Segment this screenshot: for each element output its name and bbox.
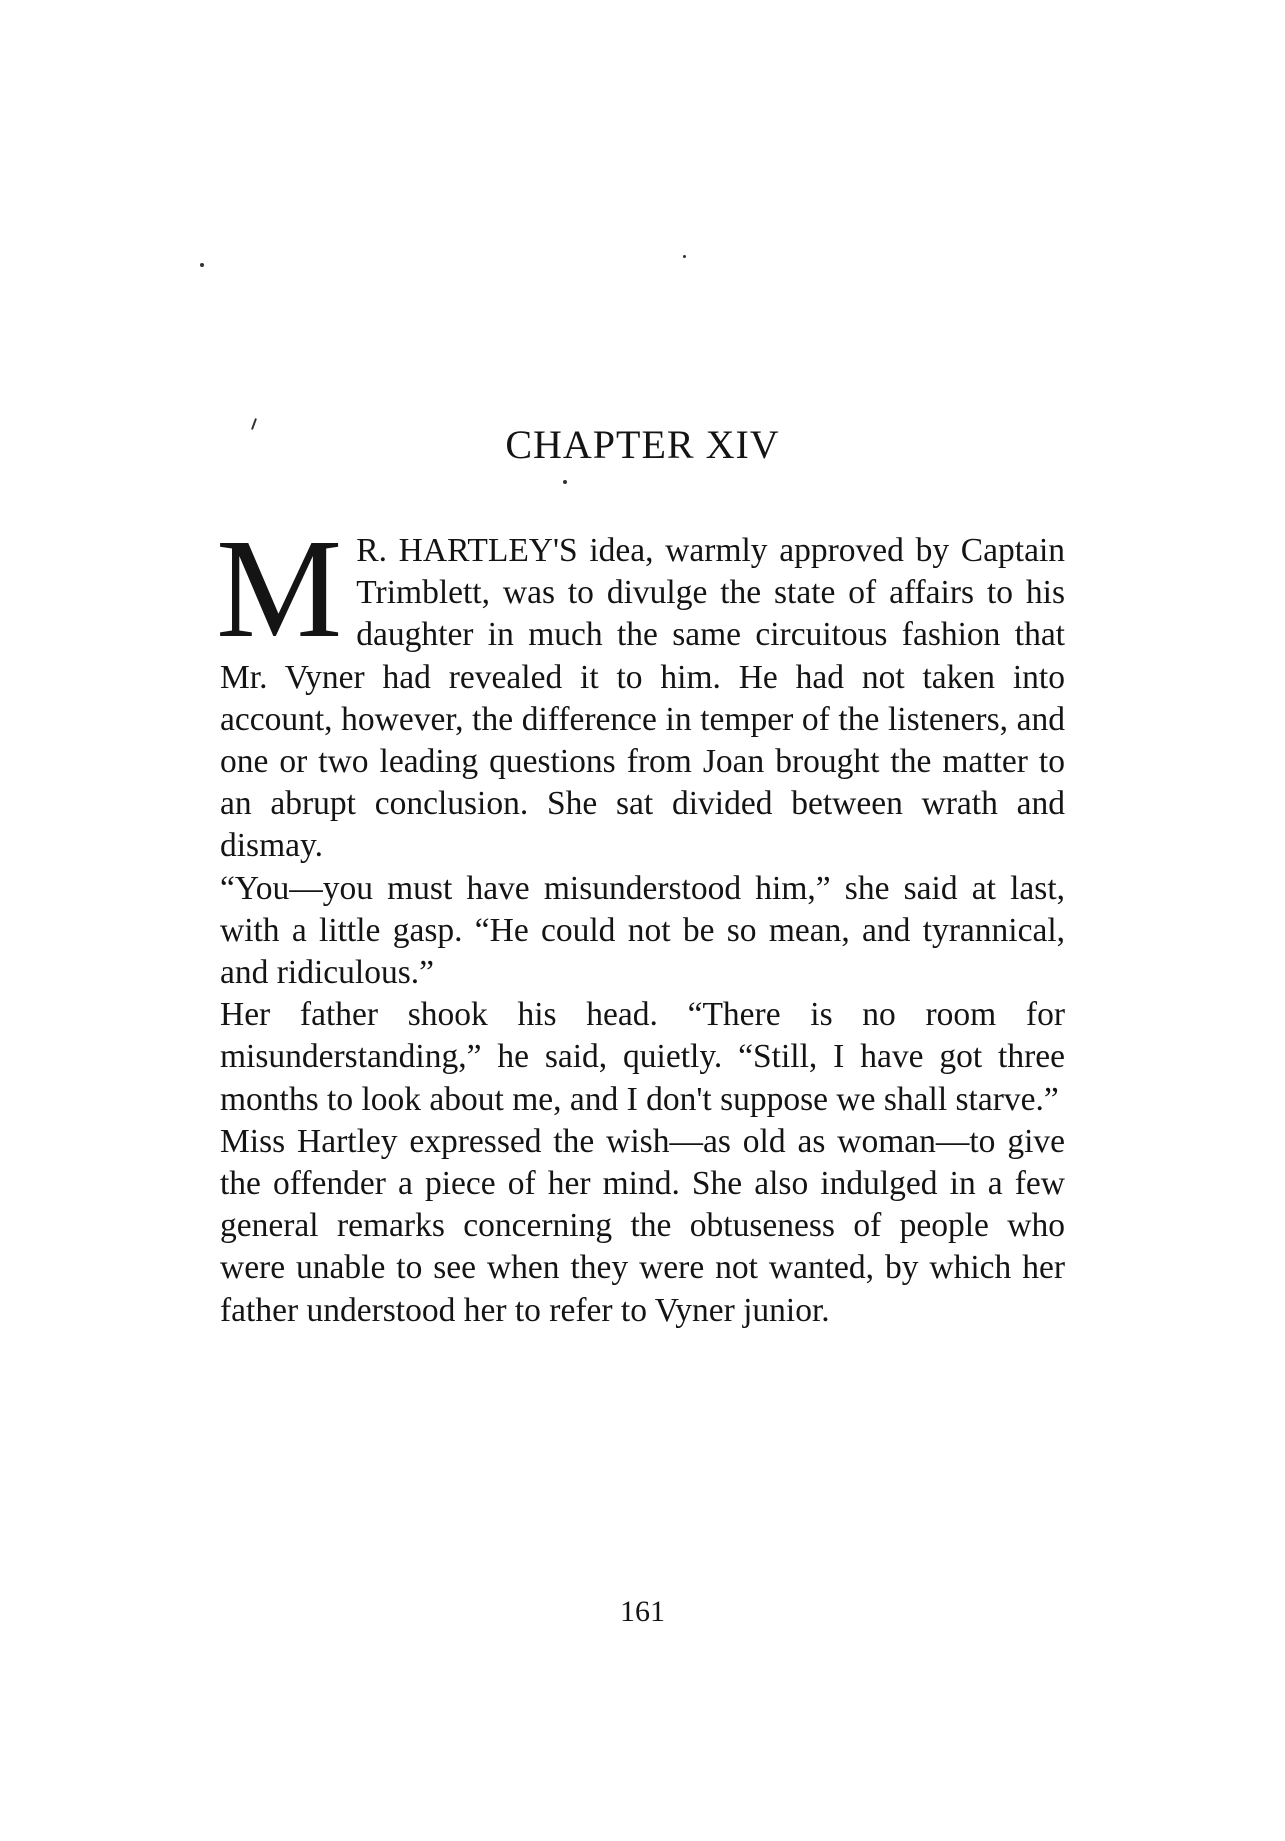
paragraph-1 xyxy=(216,509,1065,868)
body-text xyxy=(216,509,1065,1332)
paragraph-text: “You—you must have misunderstood him,” she said at last, with a little gasp. “He could not be so mean, and tyrannical, and ridiculous.” xyxy=(220,869,1065,992)
page-speck xyxy=(200,263,204,267)
page-speck xyxy=(563,480,567,484)
page-speck xyxy=(683,255,686,258)
paragraph-text: Her father shook his head. “There is no room for misunderstanding,” he said, quietly. “Still, I have got three months to look about me, and I don't suppose we shall starve.” xyxy=(220,996,1065,1118)
paragraph-4 xyxy=(220,1121,1065,1332)
drop-cap: M xyxy=(216,509,343,667)
paragraph-text: R. HARTLEY'S idea, warmly approved by Captain Trimblett, was to divulge the state of affairs to his daughter in much the same circuitous fashion that Mr. Vyner had revealed it to him. He had not taken into account, however, the difference in temper of the listeners, and one or two leading questions from Joan brought the matter to an abrupt conclusion. She sat divided between wrath and dismay. xyxy=(220,532,1065,865)
chapter-heading: CHAPTER XIV xyxy=(505,422,780,467)
page-number: 161 xyxy=(620,1595,665,1628)
paragraph-text: Miss Hartley expressed the wish—as old as woman—to give the offender a piece of her mind. She also indulged in a few general remarks concerning the obtuseness of people who were unable to see when they were not wanted, by which her father understood her to refer to Vyner junior. xyxy=(220,1122,1065,1329)
paragraph-3 xyxy=(220,994,1065,1121)
paragraph-2 xyxy=(220,868,1065,995)
